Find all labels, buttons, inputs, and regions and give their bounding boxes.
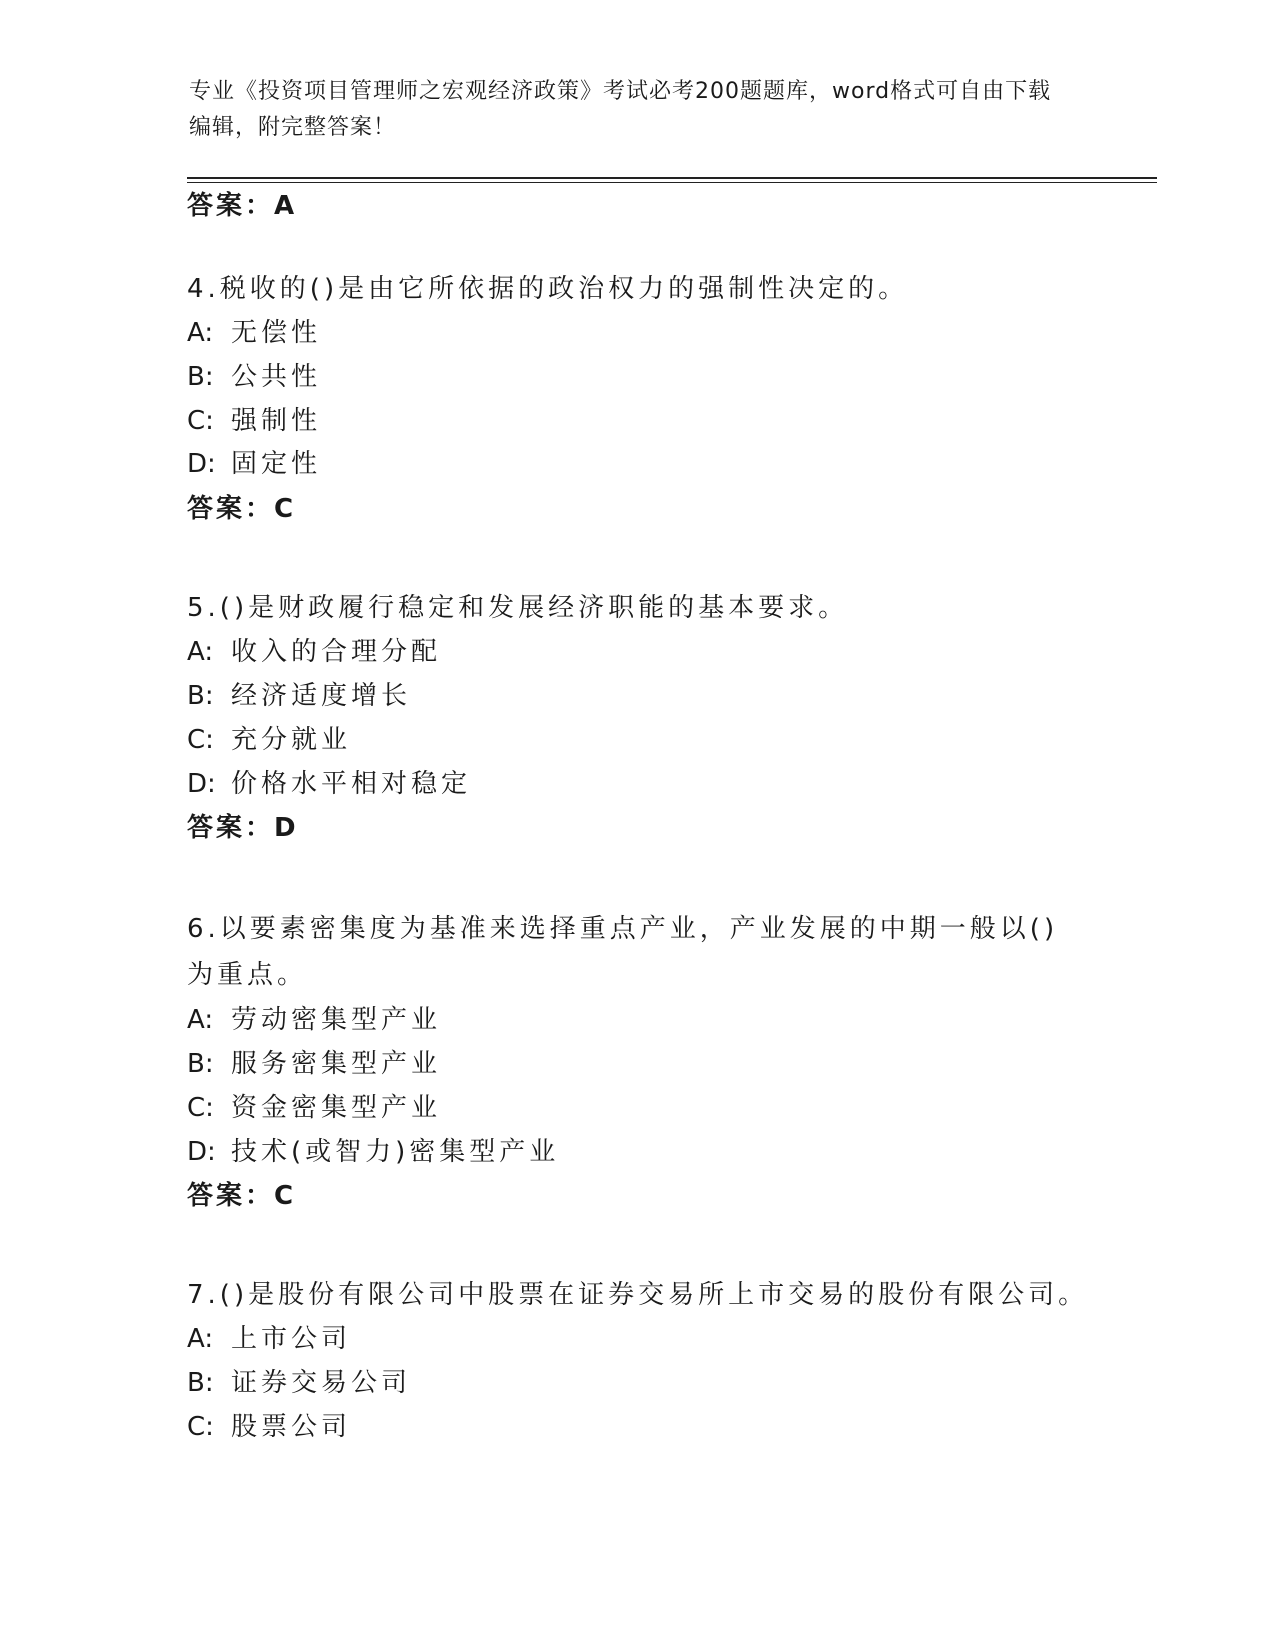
option-row (187, 1319, 351, 1359)
option-row (187, 1044, 441, 1084)
option-row (187, 401, 321, 441)
option-text: 无偿性 (231, 318, 322, 348)
option-row (187, 632, 441, 672)
option-row (187, 1407, 351, 1447)
option-letter: D: (187, 449, 216, 479)
option-letter: C: (187, 725, 214, 755)
option-letter: D: (187, 1137, 216, 1167)
document-header: 专业《投资项目管理师之宏观经济政策》考试必考200题题库，word格式可自由下载编辑，附完整答案！ (189, 79, 1052, 140)
option-text: 收入的合理分配 (231, 637, 442, 667)
option-text: 充分就业 (231, 725, 352, 755)
option-text: 公共性 (231, 362, 322, 392)
header-divider (187, 177, 1157, 179)
option-text: 强制性 (231, 406, 322, 436)
option-letter: D: (187, 769, 216, 799)
option-row (187, 676, 411, 716)
question-text: 4.税收的()是由它所依据的政治权力的强制性决定的。 (187, 274, 909, 304)
option-letter: B: (187, 681, 214, 711)
option-text: 资金密集型产业 (231, 1093, 442, 1123)
answer-line: 答案：D (187, 813, 299, 843)
option-text: 证券交易公司 (231, 1368, 412, 1398)
option-row (187, 1363, 411, 1403)
option-letter: B: (187, 1049, 214, 1079)
question-text: 7.()是股份有限公司中股票在证券交易所上市交易的股份有限公司。 (187, 1280, 1089, 1310)
option-text: 固定性 (231, 449, 322, 479)
option-letter: A: (187, 637, 214, 667)
option-text: 服务密集型产业 (231, 1049, 442, 1079)
option-text: 股票公司 (231, 1412, 352, 1442)
answer-line: 答案：C (187, 494, 297, 524)
option-text: 经济适度增长 (231, 681, 412, 711)
option-letter: C: (187, 1412, 214, 1442)
option-text: 上市公司 (231, 1324, 352, 1354)
option-row (187, 444, 321, 484)
option-letter: A: (187, 318, 214, 348)
option-letter: C: (187, 1093, 214, 1123)
option-row (187, 1088, 441, 1128)
option-letter: B: (187, 1368, 214, 1398)
header-divider-thin (187, 182, 1157, 183)
option-row (187, 764, 471, 804)
option-row (187, 720, 351, 760)
question-text: 5.()是财政履行稳定和发展经济职能的基本要求。 (187, 593, 849, 623)
option-row (187, 1132, 559, 1172)
option-row (187, 1000, 441, 1040)
option-row (187, 357, 321, 397)
option-letter: A: (187, 1324, 214, 1354)
option-letter: C: (187, 406, 214, 436)
answer-line: 答案：A (187, 191, 298, 221)
option-row (187, 313, 321, 353)
question-text: 6.以要素密集度为基准来选择重点产业，产业发展的中期一般以()为重点。 (187, 914, 1059, 990)
option-letter: B: (187, 362, 214, 392)
option-text: 价格水平相对稳定 (231, 769, 472, 799)
option-letter: A: (187, 1005, 214, 1035)
option-text: 劳动密集型产业 (231, 1005, 442, 1035)
option-text: 技术(或智力)密集型产业 (231, 1137, 560, 1167)
answer-line: 答案：C (187, 1181, 297, 1211)
